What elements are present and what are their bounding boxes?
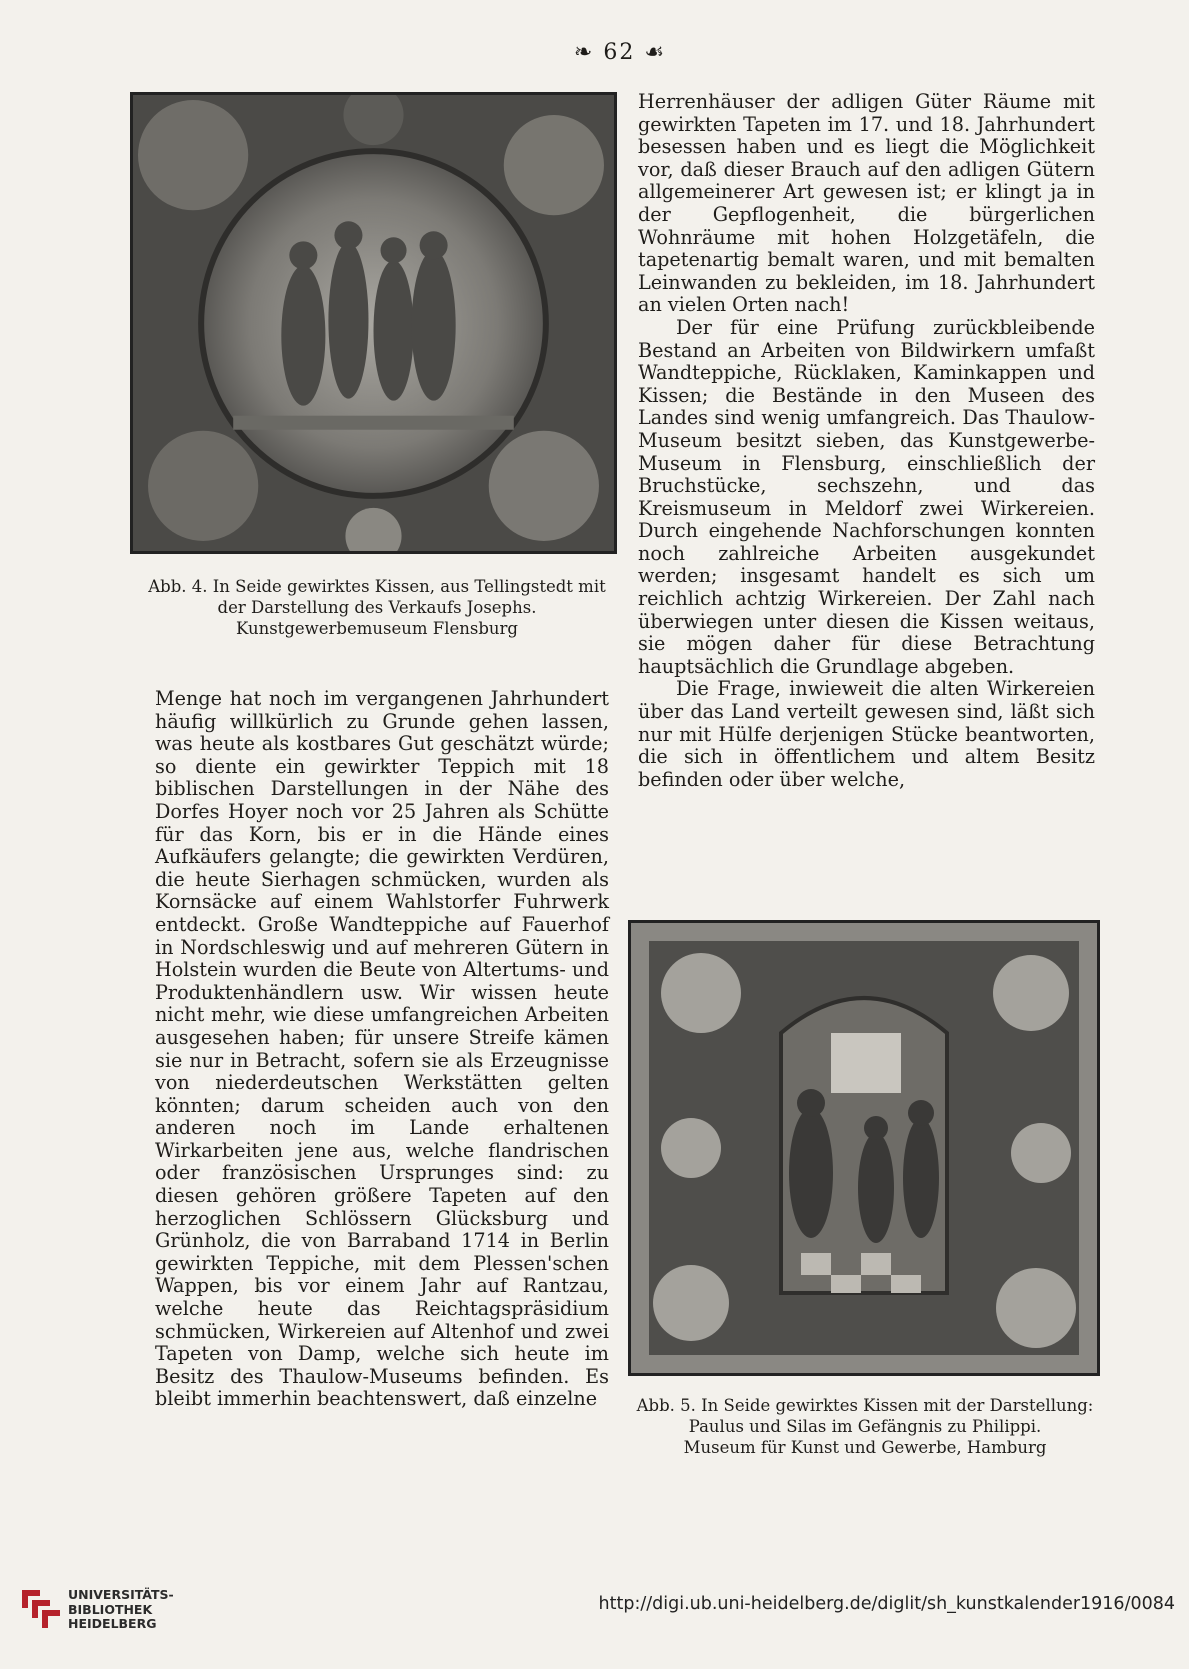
library-name <box>68 1588 174 1632</box>
library-name-line: HEIDELBERG <box>68 1616 157 1631</box>
library-name-line: UNIVERSITÄTS- <box>68 1587 174 1602</box>
ornament-left-icon: ❧ <box>573 40 595 65</box>
paragraph: Die Frage, inwieweit die alten Wirkereien über das Land verteilt gewesen sind, läßt sich nur mit Hülfe derjenigen Stücke beantworten, die sich in öffentlichem und altem Besitz befinden oder über welche, <box>638 677 1095 791</box>
figure-4-image <box>130 92 617 554</box>
left-column-text <box>155 688 609 1411</box>
right-column-text <box>638 91 1095 791</box>
source-url-link[interactable]: http://digi.ub.uni-heidelberg.de/diglit/sh_kunstkalender1916/0084 <box>598 1594 1175 1614</box>
paragraph: Herrenhäuser der adligen Güter Räume mit gewirkten Tapeten im 17. und 18. Jahrhundert besessen haben und es liegt die Möglichkeit vor, daß dieser Brauch auf den adligen Gütern allgemeinerer Art gewesen ist; er klingt ja in der Gepflogenheit, die bürgerlichen Wohnräume mit hohen Holzgetäfeln, die tapetenartig bemalt waren, und mit bemalten Leinwanden zu bekleiden, im 18. Jahrhundert an vielen Orten nach! <box>638 90 1095 317</box>
caption-line: Kunstgewerbemuseum Flensburg <box>236 619 518 638</box>
paragraph: Menge hat noch im vergangenen Jahrhundert häufig willkürlich zu Grunde gehen lassen, was heute als kostbares Gut geschätzt würde; so diente ein gewirkter Teppich mit 18 biblischen Darstellungen in der Nähe des Dorfes Hoyer noch vor 25 Jahren als Schütte für das Korn, bis er in die Hände eines Aufkäufers gelangte; die gewirkten Verdüren, die heute Sierhagen schmücken, wurden als Kornsäcke auf einem Wahlstorfer Fuhrwerk entdeckt. Große Wandteppiche auf Fauerhof in Nordschleswig und auf mehreren Gütern in Holstein wurden die Beute von Altertums- und Produktenhändlern usw. Wir wissen heute nicht mehr, wie diese umfangreichen Arbeiten ausgesehen haben; für unsere Streife kämen sie nur in Betracht, sofern sie als Erzeugnisse von niederdeutschen Werkstätten gelten könnten; darum scheiden auch von den anderen noch im Lande erhaltenen Wirkarbeiten jene aus, welche flandrischen oder französischen Ursprunges sind: zu diesen gehören größere Tapeten auf den herzoglichen Schlössern Glücksburg und Grünholz, die von Barraband 1714 in Berlin gewirkten Teppiche, mit dem Plessen'schen Wappen, bis vor einem Jahr auf Rantzau, welche heute das Reichtagspräsidium schmücken, Wirkereien auf Altenhof und zwei Tapeten von Damp, welche sich heute im Besitz des Thaulow-Museums befinden. Es bleibt immerhin beachtenswert, daß einzelne <box>155 687 609 1411</box>
caption-line: der Darstellung des Verkaufs Josephs. <box>217 598 537 617</box>
footer <box>0 1570 1189 1640</box>
library-logo-icon <box>14 1584 64 1634</box>
caption-line: Abb. 5. In Seide gewirktes Kissen mit der Darstellung: <box>636 1396 1094 1415</box>
page-number <box>560 40 680 65</box>
page-number-value: 62 <box>603 40 636 65</box>
ornament-right-icon: ☙ <box>644 40 667 65</box>
paragraph: Der für eine Prüfung zurückbleibende Bestand an Arbeiten von Bildwirkern umfaßt Wandteppiche, Rücklaken, Kaminkappen und Kissen; die Bestände in den Museen des Landes sind wenig umfangreich. Das Thaulow-Museum besitzt sieben, das Kunstgewerbe-Museum in Flensburg, einschließlich der Bruchstücke, sechszehn, und das Kreismuseum in Meldorf zwei Wirkereien. Durch eingehende Nachforschungen konnten noch zahlreiche Arbeiten ausgekundet werden; insgesamt handelt es sich um reichlich achtzig Wirkereien. Der Zahl nach überwiegen unter diesen die Kissen weitaus, sie mögen daher für diese Betrachtung hauptsächlich die Grundlage abgeben. <box>638 315 1095 678</box>
figure-5-image <box>628 920 1100 1376</box>
caption-line: Paulus und Silas im Gefängnis zu Philippi. <box>688 1417 1042 1436</box>
figure-5-caption <box>620 1395 1110 1458</box>
caption-line: Museum für Kunst und Gewerbe, Hamburg <box>683 1438 1047 1457</box>
figure-4-caption <box>128 576 626 639</box>
caption-line: Abb. 4. In Seide gewirktes Kissen, aus Tellingstedt mit <box>148 577 606 596</box>
library-name-line: BIBLIOTHEK <box>68 1601 153 1617</box>
